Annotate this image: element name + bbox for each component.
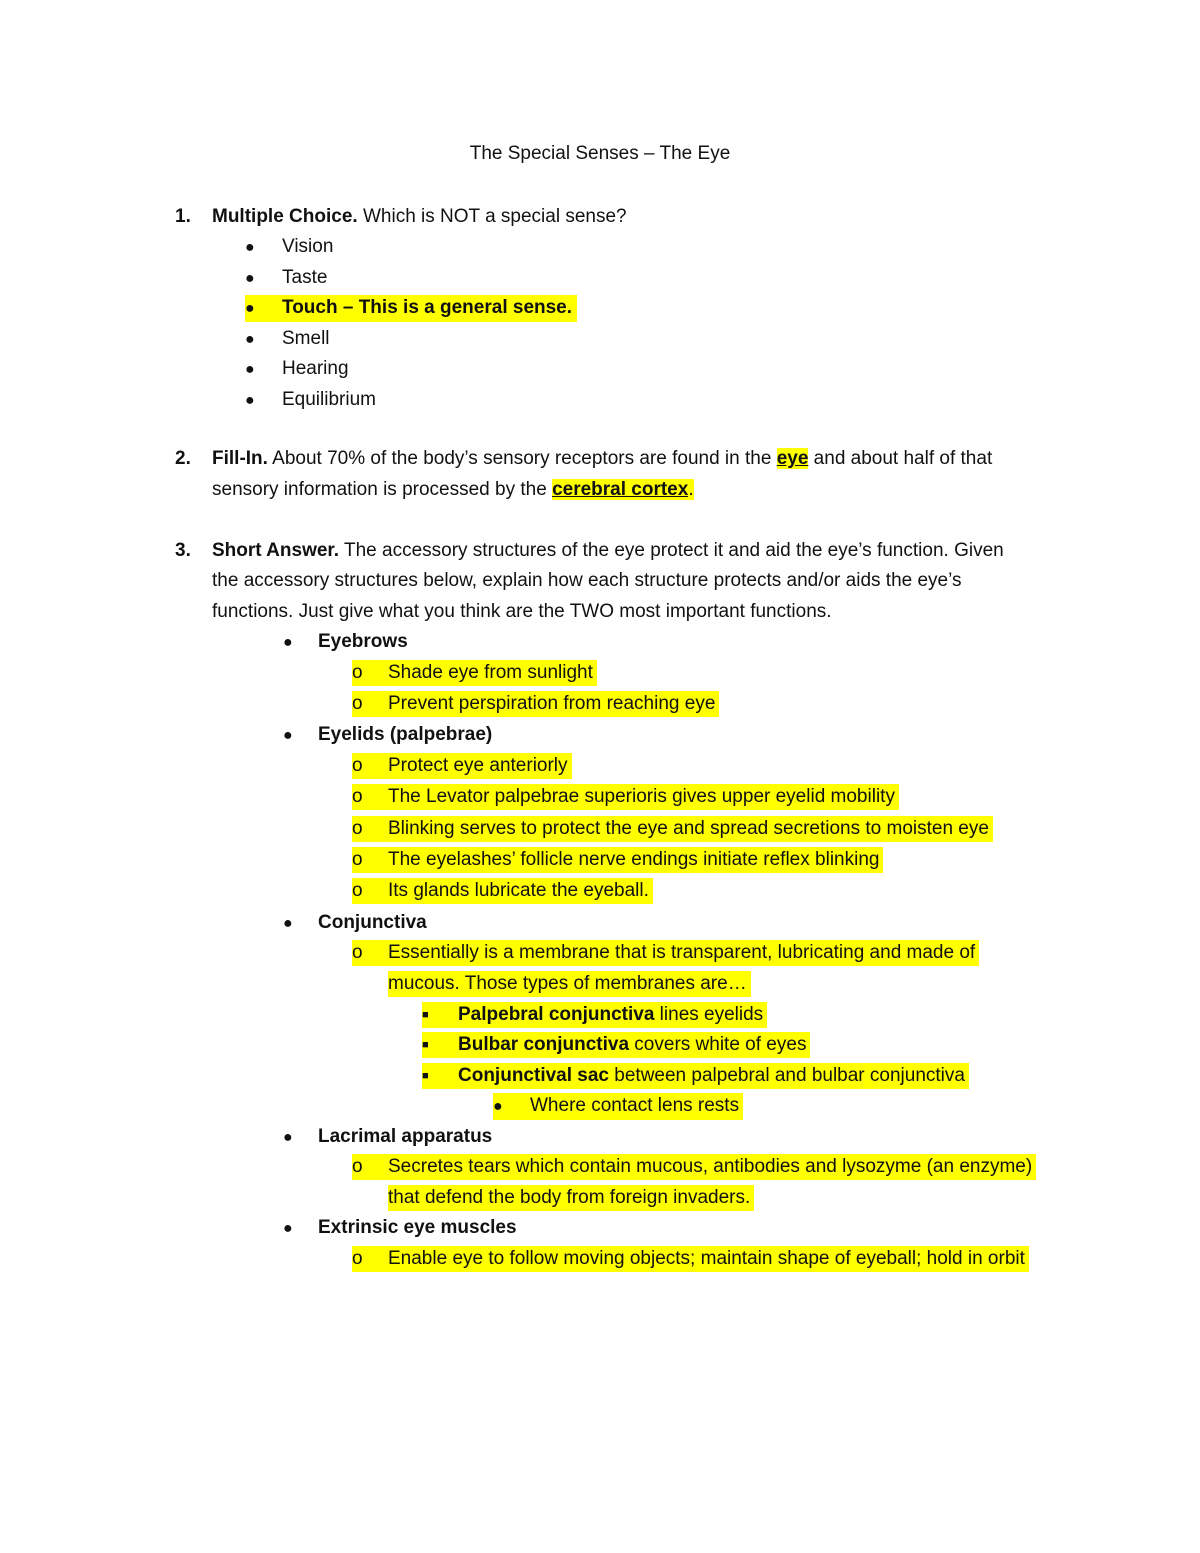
function-text: Shade eye from sunlight xyxy=(388,662,593,683)
bullet-icon: ● xyxy=(245,270,255,287)
question-2-text: sensory information is processed by the xyxy=(212,479,553,500)
function-text: The Levator palpebrae superioris gives upper eyelid mobility xyxy=(388,786,895,807)
question-1-label: Multiple Choice. xyxy=(212,206,358,227)
fill-in-answer-eye: eye xyxy=(776,448,809,469)
conjunctiva-function-line-1 xyxy=(352,940,979,966)
q1-option-hearing xyxy=(245,356,349,383)
structure-eyelids xyxy=(283,722,492,749)
q1-option-vision xyxy=(245,234,333,261)
conjunctiva-function-line-2: mucous. Those types of membranes are… xyxy=(388,971,751,997)
detail-text: Where contact lens rests xyxy=(530,1095,740,1116)
structure-heading: Extrinsic eye muscles xyxy=(318,1217,517,1238)
fill-in-answer-cerebral-cortex: cerebral cortex xyxy=(552,479,689,500)
conjunctiva-type-name: Conjunctival sac xyxy=(458,1065,609,1086)
option-label: Hearing xyxy=(282,358,349,379)
circle-bullet-icon: o xyxy=(352,786,363,807)
circle-bullet-icon: o xyxy=(352,849,363,870)
bullet-icon: ● xyxy=(283,634,293,651)
circle-bullet-icon: o xyxy=(352,755,363,776)
question-3-line-3: functions. Just give what you think are the TWO most important functions. xyxy=(212,601,832,622)
question-2-label: Fill-In. xyxy=(212,448,268,469)
bullet-icon: ● xyxy=(245,392,255,409)
question-1-text: Which is NOT a special sense? xyxy=(357,206,627,227)
circle-bullet-icon: o xyxy=(352,1248,363,1269)
bullet-icon: ● xyxy=(245,239,255,256)
conjunctiva-type-desc: covers white of eyes xyxy=(629,1034,807,1055)
lacrimal-function-line-1 xyxy=(352,1154,1036,1180)
structure-heading: Lacrimal apparatus xyxy=(318,1126,493,1147)
square-bullet-icon: ■ xyxy=(422,1009,429,1021)
option-label: Taste xyxy=(282,267,328,288)
option-label: Smell xyxy=(282,328,330,349)
extrinsic-function xyxy=(352,1246,1029,1272)
square-bullet-icon: ■ xyxy=(422,1070,429,1082)
circle-bullet-icon: o xyxy=(352,942,363,963)
circle-bullet-icon: o xyxy=(352,693,363,714)
function-text: The eyelashes’ follicle nerve endings initiate reflex blinking xyxy=(388,849,880,870)
square-bullet-icon: ■ xyxy=(422,1039,429,1051)
option-label: Equilibrium xyxy=(282,389,376,410)
question-2-text: About 70% of the body’s sensory receptors are found in the xyxy=(267,448,777,469)
eyelids-function xyxy=(352,816,993,842)
question-1-number: 1. xyxy=(175,206,191,227)
bullet-icon: ● xyxy=(245,300,255,317)
question-2-line-2 xyxy=(212,477,694,503)
circle-bullet-icon: o xyxy=(352,818,363,839)
structure-heading: Eyebrows xyxy=(318,631,408,652)
option-label: Touch – This is a general sense. xyxy=(282,297,573,318)
lacrimal-function-line-2: that defend the body from foreign invaders. xyxy=(388,1185,754,1211)
function-text: Enable eye to follow moving objects; maintain shape of eyeball; hold in orbit xyxy=(388,1248,1025,1269)
function-text: Prevent perspiration from reaching eye xyxy=(388,693,716,714)
circle-bullet-icon: o xyxy=(352,662,363,683)
conjunctiva-type-desc: lines eyelids xyxy=(654,1004,764,1025)
question-3-number: 3. xyxy=(175,540,191,561)
question-3-text: The accessory structures of the eye protect it and aid the eye’s function. Given xyxy=(339,540,1004,561)
bullet-icon: ● xyxy=(245,331,255,348)
q1-option-smell xyxy=(245,326,330,353)
bullet-icon: ● xyxy=(283,1220,293,1237)
function-text: Protect eye anteriorly xyxy=(388,755,568,776)
eyebrows-function xyxy=(352,660,597,686)
question-3-line-2: the accessory structures below, explain how each structure protects and/or aids the eye’s xyxy=(212,570,962,591)
structure-extrinsic-eye-muscles xyxy=(283,1215,517,1242)
bullet-icon: ● xyxy=(283,915,293,932)
conjunctiva-type-palpebral xyxy=(422,1002,767,1028)
structure-lacrimal-apparatus xyxy=(283,1124,492,1151)
option-label: Vision xyxy=(282,236,334,257)
q1-option-taste xyxy=(245,265,327,292)
bullet-icon: ● xyxy=(245,361,255,378)
structure-conjunctiva xyxy=(283,910,427,937)
page-title: The Special Senses – The Eye xyxy=(469,143,731,164)
question-2-period: . xyxy=(688,479,694,500)
eyelids-function xyxy=(352,784,899,810)
bullet-icon: ● xyxy=(493,1098,503,1115)
conjunctival-sac-detail xyxy=(493,1093,743,1120)
q1-option-touch-answer xyxy=(245,295,577,322)
conjunctiva-type-name: Bulbar conjunctiva xyxy=(458,1034,630,1055)
structure-eyebrows xyxy=(283,629,408,656)
eyelids-function xyxy=(352,878,653,904)
conjunctiva-type-sac xyxy=(422,1063,969,1089)
question-2-line-1 xyxy=(175,446,992,472)
structure-heading: Eyelids (palpebrae) xyxy=(318,724,493,745)
conjunctiva-type-name: Palpebral conjunctiva xyxy=(458,1004,655,1025)
bullet-icon: ● xyxy=(283,1129,293,1146)
q1-option-equilibrium xyxy=(245,387,376,414)
question-1-prompt xyxy=(175,204,627,230)
circle-bullet-icon: o xyxy=(352,880,363,901)
conjunctiva-type-desc: between palpebral and bulbar conjunctiva xyxy=(609,1065,965,1086)
eyelids-function xyxy=(352,847,883,873)
function-text: Its glands lubricate the eyeball. xyxy=(388,880,649,901)
question-3-line-1 xyxy=(175,538,1004,564)
bullet-icon: ● xyxy=(283,727,293,744)
function-text: Essentially is a membrane that is transparent, lubricating and made of xyxy=(388,942,976,963)
eyebrows-function xyxy=(352,691,719,717)
question-2-number: 2. xyxy=(175,448,191,469)
conjunctiva-type-bulbar xyxy=(422,1032,810,1058)
function-text: Secretes tears which contain mucous, antibodies and lysozyme (an enzyme) xyxy=(388,1156,1033,1177)
question-3-label: Short Answer. xyxy=(212,540,340,561)
structure-heading: Conjunctiva xyxy=(318,912,427,933)
question-2-text: and about half of that xyxy=(808,448,993,469)
circle-bullet-icon: o xyxy=(352,1156,363,1177)
eyelids-function xyxy=(352,753,572,779)
function-text: Blinking serves to protect the eye and spread secretions to moisten eye xyxy=(388,818,989,839)
